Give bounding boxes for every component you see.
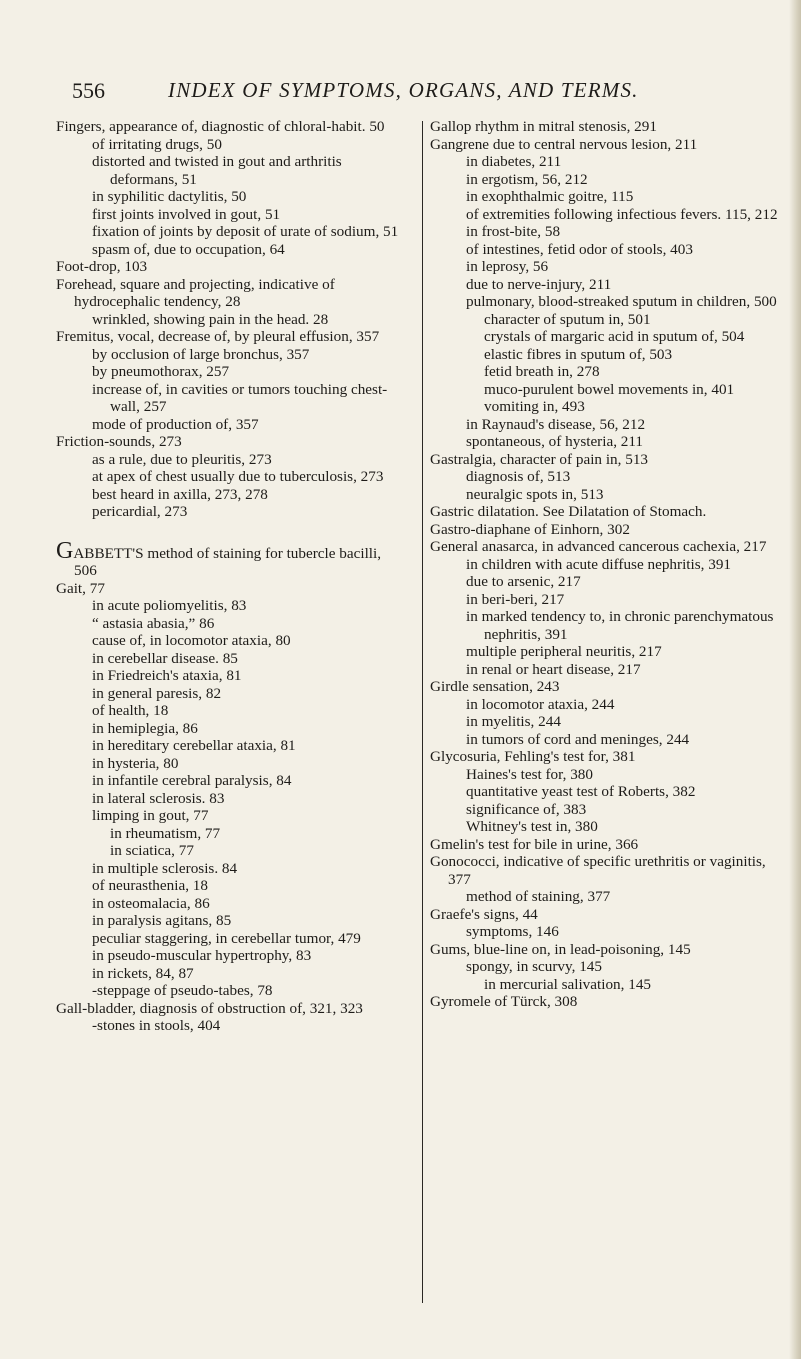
entry-text: in Friedreich's ataxia, 81 bbox=[92, 667, 242, 684]
index-entry bbox=[430, 941, 790, 959]
index-entry bbox=[56, 258, 401, 276]
entry-text: Fingers, appearance of, diagnostic of chloral-habit. 50 bbox=[56, 118, 385, 135]
entry-text: fetid breath in, 278 bbox=[484, 363, 600, 380]
entry-text: Gonococci, indicative of specific urethritis or vaginitis, 377 bbox=[430, 853, 766, 888]
entry-text: Gastralgia, character of pain in, 513 bbox=[430, 450, 649, 468]
entry-text: due to arsenic, 217 bbox=[466, 573, 581, 590]
index-subentry bbox=[430, 346, 790, 364]
index-subentry bbox=[430, 958, 790, 976]
entry-text: in leprosy, 56 bbox=[466, 258, 549, 275]
index-subentry bbox=[430, 398, 790, 416]
index-subentry bbox=[56, 632, 401, 650]
entry-text: Gums, blue-line on, in lead-poisoning, 145 bbox=[430, 940, 691, 958]
entry-text: ABBETT'S method of staining for tubercle bacilli, 506 bbox=[73, 544, 382, 579]
entry-text: Gall-bladder, diagnosis of obstruction of, 321, 323 bbox=[56, 999, 363, 1017]
page-number: 556 bbox=[72, 78, 105, 103]
entry-text: as a rule, due to pleuritis, 273 bbox=[92, 450, 272, 468]
entry-text: due to nerve-injury, 211 bbox=[466, 275, 612, 293]
entry-text: Girdle sensation, 243 bbox=[430, 678, 560, 695]
entry-text: in pseudo-muscular hypertrophy, 83 bbox=[92, 947, 312, 964]
entry-text: in frost-bite, 58 bbox=[466, 223, 561, 240]
index-subentry bbox=[430, 293, 790, 311]
index-subentry bbox=[56, 702, 401, 720]
index-subentry bbox=[430, 713, 790, 731]
index-subentry bbox=[430, 591, 790, 609]
index-subentry bbox=[430, 416, 790, 434]
index-subentry bbox=[56, 965, 401, 983]
index-subentry bbox=[56, 597, 401, 615]
entry-text: neuralgic spots in, 513 bbox=[466, 485, 604, 503]
index-subentry bbox=[430, 661, 790, 679]
entry-text: spasm of, due to occupation, 64 bbox=[92, 240, 285, 258]
entry-text: in ergotism, 56, 212 bbox=[466, 170, 588, 188]
entry-text: method of staining, 377 bbox=[466, 888, 611, 905]
index-subentry bbox=[430, 433, 790, 451]
entry-text: Gastro-diaphane of Einhorn, 302 bbox=[430, 520, 630, 538]
index-subentry bbox=[56, 685, 401, 703]
index-entry bbox=[56, 433, 401, 451]
entry-text: in Raynaud's disease, 56, 212 bbox=[466, 415, 646, 433]
index-subentry bbox=[56, 825, 401, 843]
index-subentry bbox=[56, 311, 401, 329]
index-subentry bbox=[56, 1017, 401, 1035]
index-subentry bbox=[56, 363, 401, 381]
index-subentry bbox=[430, 153, 790, 171]
index-subentry bbox=[430, 923, 790, 941]
entry-text: limping in gout, 77 bbox=[92, 807, 209, 824]
entry-text: Fremitus, vocal, decrease of, by pleural effusion, 357 bbox=[56, 328, 380, 345]
entry-text: in locomotor ataxia, 244 bbox=[466, 695, 615, 713]
entry-text: of intestines, fetid odor of stools, 403 bbox=[466, 240, 693, 258]
index-subentry bbox=[56, 737, 401, 755]
index-subentry bbox=[56, 381, 401, 416]
index-subentry bbox=[56, 650, 401, 668]
index-subentry bbox=[56, 877, 401, 895]
index-entry bbox=[430, 993, 790, 1011]
entry-text: Forehead, square and projecting, indicative of hydrocephalic tendency, 28 bbox=[56, 275, 335, 310]
index-entry bbox=[56, 580, 401, 598]
entry-text: symptoms, 146 bbox=[466, 923, 559, 940]
entry-text: in paralysis agitans, 85 bbox=[92, 912, 232, 929]
index-entry bbox=[56, 537, 401, 580]
index-subentry bbox=[56, 486, 401, 504]
index-entry bbox=[430, 538, 790, 556]
entry-text: best heard in axilla, 273, 278 bbox=[92, 485, 268, 503]
entry-text: in hereditary cerebellar ataxia, 81 bbox=[92, 737, 296, 754]
entry-text: in hysteria, 80 bbox=[92, 754, 179, 772]
index-entry bbox=[56, 118, 401, 136]
entry-text: pericardial, 273 bbox=[92, 503, 188, 520]
entry-text: increase of, in cavities or tumors touching chest-wall, 257 bbox=[92, 380, 388, 415]
entry-text: pulmonary, blood-streaked sputum in children, 500 bbox=[466, 293, 777, 310]
index-entry bbox=[430, 906, 790, 924]
index-subentry bbox=[430, 223, 790, 241]
entry-text: in multiple sclerosis. 84 bbox=[92, 859, 238, 877]
index-entry bbox=[430, 118, 790, 136]
index-subentry bbox=[430, 468, 790, 486]
index-entry bbox=[430, 853, 790, 888]
entry-text: at apex of chest usually due to tuberculosis, 273 bbox=[92, 468, 384, 485]
running-title: INDEX OF SYMPTOMS, ORGANS, AND TERMS. bbox=[168, 78, 639, 102]
index-subentry bbox=[56, 223, 401, 241]
entry-text: in cerebellar disease. 85 bbox=[92, 649, 238, 667]
index-subentry bbox=[56, 153, 401, 188]
entry-text: in mercurial salivation, 145 bbox=[484, 975, 652, 993]
entry-text: Whitney's test in, 380 bbox=[466, 818, 598, 835]
entry-text: Foot-drop, 103 bbox=[56, 258, 148, 275]
index-subentry bbox=[56, 667, 401, 685]
entry-text: first joints involved in gout, 51 bbox=[92, 205, 281, 223]
entry-text: by occlusion of large bronchus, 357 bbox=[92, 345, 310, 363]
index-subentry bbox=[430, 556, 790, 574]
index-subentry bbox=[430, 171, 790, 189]
entry-text: vomiting in, 493 bbox=[484, 398, 585, 415]
column-divider bbox=[422, 121, 423, 1303]
index-subentry bbox=[56, 755, 401, 773]
entry-text: in acute poliomyelitis, 83 bbox=[92, 597, 247, 614]
index-subentry bbox=[430, 381, 790, 399]
index-subentry bbox=[430, 818, 790, 836]
index-subentry bbox=[56, 807, 401, 825]
index-subentry bbox=[430, 766, 790, 784]
index-subentry bbox=[430, 731, 790, 749]
index-entry bbox=[430, 451, 790, 469]
entry-text: in rheumatism, 77 bbox=[110, 824, 221, 842]
entry-text: Glycosuria, Fehling's test for, 381 bbox=[430, 748, 636, 765]
entry-text: by pneumothorax, 257 bbox=[92, 363, 230, 380]
index-subentry bbox=[430, 486, 790, 504]
index-subentry bbox=[56, 416, 401, 434]
index-subentry bbox=[56, 206, 401, 224]
entry-text: Gait, 77 bbox=[56, 579, 105, 597]
index-subentry bbox=[430, 241, 790, 259]
entry-text: in infantile cerebral paralysis, 84 bbox=[92, 772, 292, 789]
entry-text: Gyromele of Türck, 308 bbox=[430, 993, 578, 1010]
entry-text: crystals of margaric acid in sputum of, 504 bbox=[484, 328, 745, 345]
entry-text: General anasarca, in advanced cancerous cachexia, 217 bbox=[430, 538, 767, 555]
entry-text: mode of production of, 357 bbox=[92, 415, 259, 433]
entry-text: diagnosis of, 513 bbox=[466, 468, 571, 485]
index-subentry bbox=[56, 912, 401, 930]
index-subentry bbox=[56, 930, 401, 948]
entry-text: of neurasthenia, 18 bbox=[92, 877, 208, 894]
entry-text: -stones in stools, 404 bbox=[92, 1017, 221, 1034]
entry-text: in lateral sclerosis. 83 bbox=[92, 789, 225, 807]
entry-text: in rickets, 84, 87 bbox=[92, 964, 194, 982]
entry-text: in sciatica, 77 bbox=[110, 842, 194, 859]
index-entry bbox=[56, 276, 401, 311]
index-subentry bbox=[56, 772, 401, 790]
entry-text: of extremities following infectious fevers. 115, 212 bbox=[466, 205, 778, 223]
index-subentry bbox=[430, 608, 790, 643]
index-subentry bbox=[430, 363, 790, 381]
entry-text: spontaneous, of hysteria, 211 bbox=[466, 433, 644, 450]
entry-text: of irritating drugs, 50 bbox=[92, 135, 222, 153]
entry-text: peculiar staggering, in cerebellar tumor, 479 bbox=[92, 929, 361, 947]
index-subentry bbox=[430, 573, 790, 591]
index-entry bbox=[430, 748, 790, 766]
index-subentry bbox=[56, 842, 401, 860]
index-subentry bbox=[430, 643, 790, 661]
index-subentry bbox=[56, 982, 401, 1000]
index-entry bbox=[56, 328, 401, 346]
entry-text: muco-purulent bowel movements in, 401 bbox=[484, 380, 735, 398]
entry-text: in syphilitic dactylitis, 50 bbox=[92, 188, 247, 205]
index-entry bbox=[430, 678, 790, 696]
entry-text: Gastric dilatation. See Dilatation of Stomach. bbox=[430, 503, 707, 520]
index-subentry bbox=[56, 451, 401, 469]
index-subentry bbox=[56, 895, 401, 913]
index-subentry bbox=[56, 346, 401, 364]
section-letter: G bbox=[56, 537, 74, 564]
index-entry bbox=[430, 136, 790, 154]
index-subentry bbox=[430, 328, 790, 346]
index-subentry bbox=[56, 468, 401, 486]
index-subentry bbox=[430, 206, 790, 224]
index-entry bbox=[430, 521, 790, 539]
entry-text: in marked tendency to, in chronic parenchymatous nephritis, 391 bbox=[466, 608, 774, 643]
index-subentry bbox=[430, 801, 790, 819]
page-header bbox=[64, 78, 741, 112]
index-subentry bbox=[56, 947, 401, 965]
entry-text: in myelitis, 244 bbox=[466, 713, 561, 730]
entry-text: fixation of joints by deposit of urate of sodium, 51 bbox=[92, 223, 399, 240]
entry-text: in renal or heart disease, 217 bbox=[466, 660, 641, 678]
entry-text: Graefe's signs, 44 bbox=[430, 905, 538, 923]
entry-text: spongy, in scurvy, 145 bbox=[466, 958, 602, 975]
entry-text: wrinkled, showing pain in the head. 28 bbox=[92, 310, 329, 328]
entry-text: Haines's test for, 380 bbox=[466, 765, 593, 783]
index-subentry bbox=[56, 241, 401, 259]
entry-text: in exophthalmic goitre, 115 bbox=[466, 188, 634, 205]
entry-text: of health, 18 bbox=[92, 702, 169, 719]
entry-text: multiple peripheral neuritis, 217 bbox=[466, 643, 662, 660]
index-subentry bbox=[56, 503, 401, 521]
entry-text: in diabetes, 211 bbox=[466, 153, 562, 170]
entry-text: “ astasia abasia,” 86 bbox=[92, 614, 215, 632]
page-edge bbox=[789, 0, 801, 1359]
index-subentry bbox=[56, 615, 401, 633]
index-subentry bbox=[56, 860, 401, 878]
entry-text: in children with acute diffuse nephritis, 391 bbox=[466, 555, 732, 573]
index-subentry bbox=[56, 720, 401, 738]
entry-text: -steppage of pseudo-tabes, 78 bbox=[92, 982, 273, 999]
index-subentry bbox=[430, 311, 790, 329]
index-column-left bbox=[56, 118, 401, 1035]
entry-text: significance of, 383 bbox=[466, 800, 587, 818]
entry-text: elastic fibres in sputum of, 503 bbox=[484, 345, 673, 363]
index-subentry bbox=[430, 276, 790, 294]
entry-text: quantitative yeast test of Roberts, 382 bbox=[466, 783, 696, 800]
index-column-right bbox=[430, 118, 790, 1011]
index-subentry bbox=[430, 188, 790, 206]
entry-text: in hemiplegia, 86 bbox=[92, 719, 198, 737]
index-entry bbox=[56, 1000, 401, 1018]
index-subentry bbox=[430, 258, 790, 276]
entry-text: Friction-sounds, 273 bbox=[56, 433, 182, 450]
entry-text: in general paresis, 82 bbox=[92, 684, 222, 702]
entry-text: cause of, in locomotor ataxia, 80 bbox=[92, 632, 291, 649]
index-subentry bbox=[56, 188, 401, 206]
entry-text: in tumors of cord and meninges, 244 bbox=[466, 730, 690, 748]
entry-text: in beri-beri, 217 bbox=[466, 590, 565, 608]
index-entry bbox=[430, 836, 790, 854]
index-entry bbox=[430, 503, 790, 521]
index-subentry bbox=[56, 136, 401, 154]
entry-text: Gmelin's test for bile in urine, 366 bbox=[430, 835, 639, 853]
entry-text: distorted and twisted in gout and arthritis deformans, 51 bbox=[92, 153, 342, 188]
index-subentry bbox=[56, 790, 401, 808]
index-subentry bbox=[430, 783, 790, 801]
entry-text: in osteomalacia, 86 bbox=[92, 894, 210, 912]
index-subentry bbox=[430, 888, 790, 906]
index-subentry bbox=[430, 696, 790, 714]
entry-text: Gallop rhythm in mitral stenosis, 291 bbox=[430, 118, 657, 135]
index-subentry bbox=[430, 976, 790, 994]
entry-text: Gangrene due to central nervous lesion, 211 bbox=[430, 135, 698, 153]
entry-text: character of sputum in, 501 bbox=[484, 310, 651, 328]
